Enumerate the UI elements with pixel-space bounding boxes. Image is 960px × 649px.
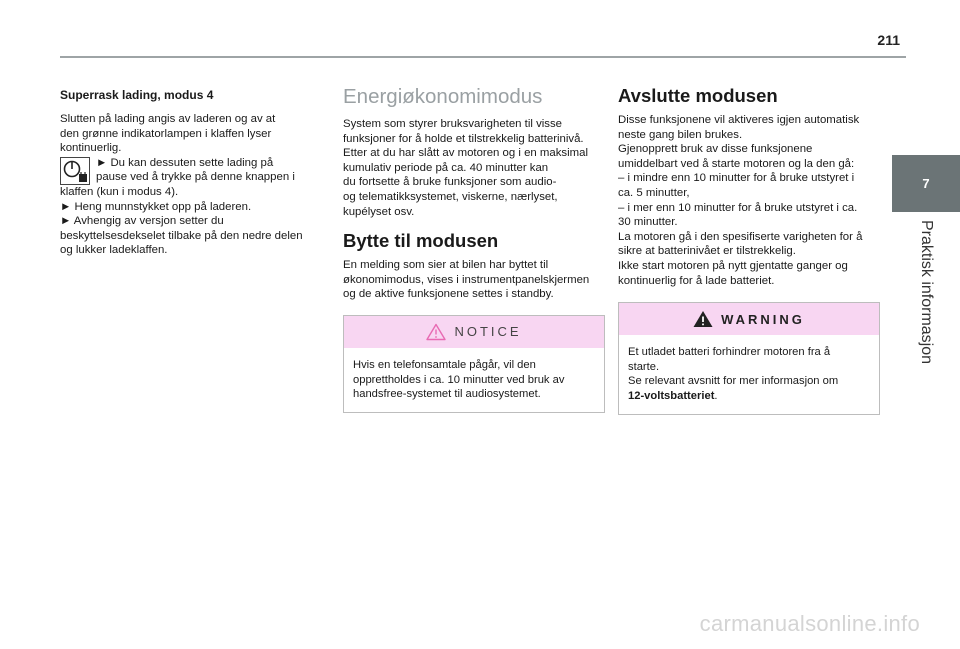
text-line: Disse funksjonene vil aktiveres igjen automatisk <box>618 114 860 126</box>
text-line: opprettholdes i ca. 10 minutter ved bruk av <box>353 373 565 386</box>
column-3 <box>618 80 880 415</box>
text-line: den grønne indikatorlampen i klaffen lyser <box>60 127 272 140</box>
text-line: pause ved å trykke på denne knappen i <box>96 171 295 184</box>
section-heading-switch-mode: Bytte til modusen <box>343 230 499 252</box>
icon-text <box>96 156 295 185</box>
text-line: beskyttelsesdekselet tilbake på den nedre delen <box>60 229 303 242</box>
text-line: Hvis en telefonsamtale pågår, vil den <box>353 358 536 371</box>
warning-box <box>618 302 880 414</box>
text-line: starte. <box>628 360 660 373</box>
text-line: Etter at du har slått av motoren og i en maksimal <box>343 147 589 160</box>
notice-body <box>344 348 604 412</box>
warning-header <box>619 303 879 335</box>
chapter-number: 7 <box>922 176 930 191</box>
text-line: handsfree-systemet til audiosystemet. <box>353 388 541 401</box>
charging-plug-icon <box>60 157 90 185</box>
text-line: ► Avhengig av versjon setter du <box>60 215 224 228</box>
text-line: ► Du kan dessuten sette lading på <box>96 156 274 169</box>
chapter-tab-title <box>892 212 960 372</box>
warning-link-text: 12-voltsbatteriet <box>628 389 715 402</box>
text-line: kontinuerlig for å lade batteriet. <box>618 274 775 287</box>
section-heading-superfast: Superrask lading, modus 4 <box>60 88 214 102</box>
text-line: neste gang bilen brukes. <box>618 128 743 141</box>
text-line <box>628 389 869 404</box>
text-line: økonomimodus, vises i instrumentpanelskjermen <box>343 273 590 286</box>
notice-box <box>343 315 605 413</box>
page-number: 211 <box>877 32 900 48</box>
text-line: sikre at batterinivået er tilstrekkelig. <box>618 245 796 258</box>
section-heading-energy-economy: Energiøkonomimodus <box>343 85 543 108</box>
warning-end: . <box>714 389 718 402</box>
text-line: funksjoner for å holde et tilstrekkelig batterinivå. <box>343 132 584 145</box>
header-rule <box>60 56 906 58</box>
text-line: kumulativ periode på ca. 40 minutter kan <box>343 161 549 174</box>
text-line: og de aktive funksjonene settes i standby. <box>343 288 554 301</box>
text-line: Et utladet batteri forhindrer motoren fra å <box>628 346 831 359</box>
column-1 <box>60 80 322 258</box>
text-line: System som styrer bruksvarigheten til visse <box>343 118 563 130</box>
text-line: En melding som sier at bilen har byttet til <box>343 259 549 272</box>
text-line: 30 minutter. <box>618 216 678 229</box>
text-line: kupélyset osv. <box>343 205 415 218</box>
text-line: Se relevant avsnitt for mer informasjon om <box>628 375 839 388</box>
text-line: – i mer enn 10 minutter for å bruke utstyret i ca. <box>618 201 858 214</box>
text-line: klaffen (kun i modus 4). <box>60 185 179 198</box>
text-line: du fortsette å bruke funksjoner som audio- <box>343 176 557 189</box>
text-line: ca. 5 minutter, <box>618 186 690 199</box>
notice-triangle-icon <box>426 323 446 341</box>
text-line: ► Heng munnstykket opp på laderen. <box>60 200 252 213</box>
warning-triangle-icon <box>693 310 713 328</box>
notice-title: NOTICE <box>454 324 522 340</box>
text-line: og lukker ladeklaffen. <box>60 244 168 257</box>
text-line: Ikke start motoren på nytt gjentatte ganger og <box>618 259 848 272</box>
text-line: kontinuerlig. <box>60 142 122 155</box>
text-line: umiddelbart ved å starte motoren og la den gå: <box>618 157 855 170</box>
col1-paragraph <box>60 112 322 258</box>
text-line: og telematikksystemet, viskerne, nærlyset, <box>343 190 558 203</box>
text-line: Gjenopprett bruk av disse funksjonene <box>618 143 813 156</box>
warning-body <box>619 335 879 413</box>
section-heading-exit-mode: Avslutte modusen <box>618 85 778 106</box>
col2-paragraph-1 <box>343 117 605 219</box>
chapter-tab-number <box>892 155 960 212</box>
warning-title: WARNING <box>721 311 805 327</box>
col2-paragraph-2 <box>343 258 605 302</box>
text-line: – i mindre enn 10 minutter for å bruke utstyret i <box>618 172 855 185</box>
chapter-title: Praktisk informasjon <box>918 219 935 365</box>
text-line: La motoren gå i den spesifiserte varigheten for å <box>618 230 863 243</box>
col3-paragraph <box>618 113 880 288</box>
icon-line <box>60 156 322 185</box>
watermark: carmanualsonline.info <box>699 611 920 636</box>
notice-header <box>344 316 604 348</box>
text-line: Slutten på lading angis av laderen og av at <box>60 113 276 125</box>
column-2 <box>343 80 605 413</box>
